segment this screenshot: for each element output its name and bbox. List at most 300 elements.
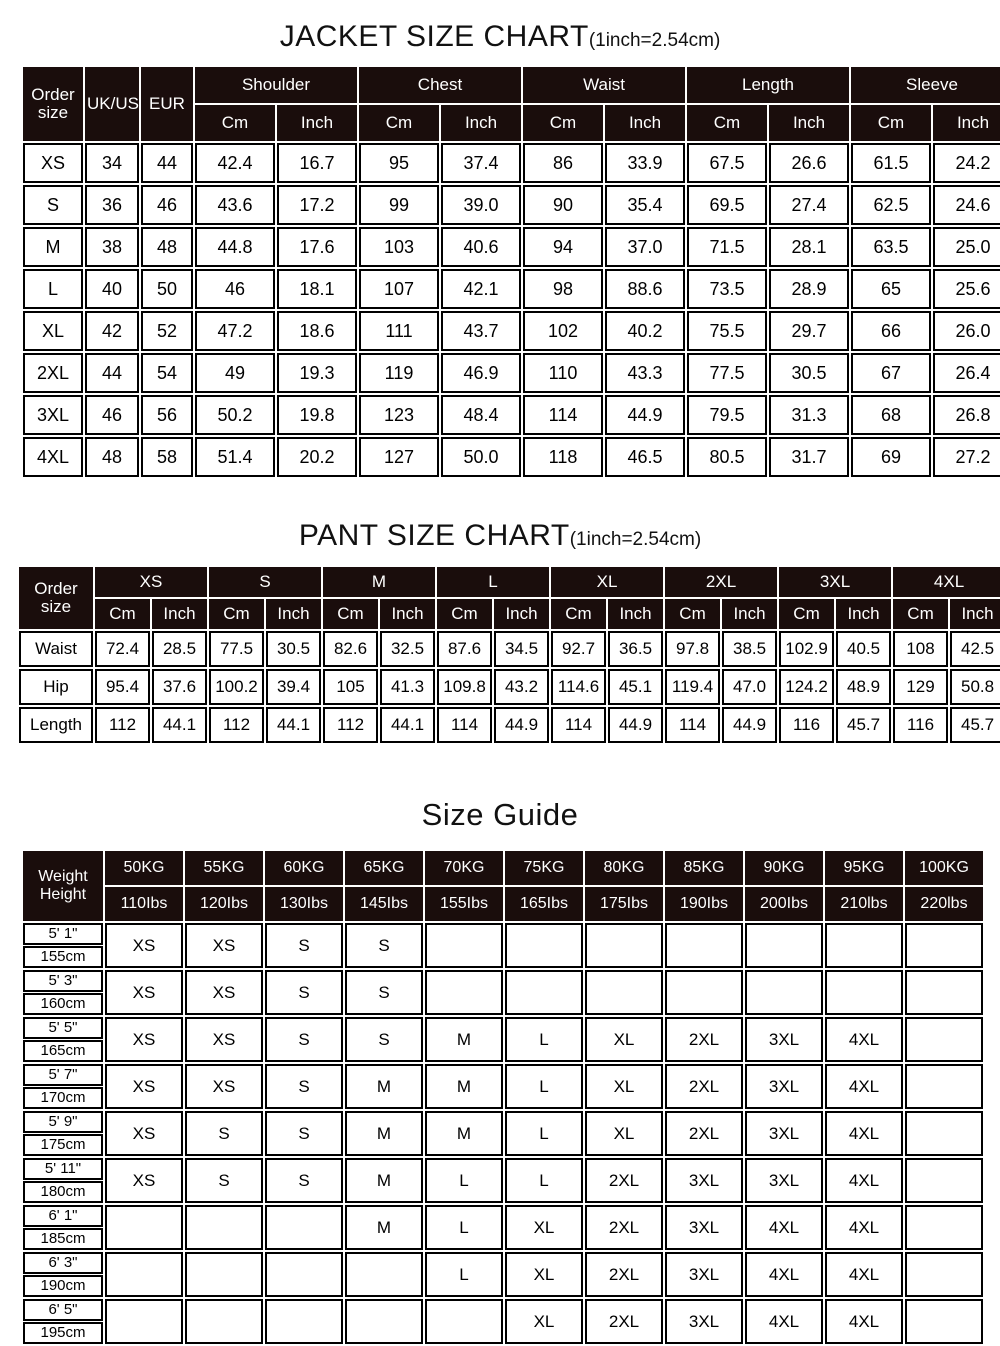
size-guide-cell: 3XL — [745, 1158, 823, 1203]
size-guide-header-weight-lbs: 145Ibs — [345, 887, 423, 921]
size-guide-cell: M — [425, 1064, 503, 1109]
size-guide-header-weight-lbs: 110Ibs — [105, 887, 183, 921]
size-guide-cell: XS — [105, 1017, 183, 1062]
jacket-cell-sleeve_in: 25.0 — [933, 227, 1000, 267]
size-guide-cell: 3XL — [745, 1111, 823, 1156]
jacket-cell-waist_in: 35.4 — [605, 185, 685, 225]
jacket-header-sleeve-cm: Cm — [851, 105, 931, 141]
size-guide-title-main: Size Guide — [421, 797, 579, 832]
size-guide-cell: M — [425, 1017, 503, 1062]
size-guide-cell: S — [265, 970, 343, 1015]
size-guide-cell: S — [185, 1158, 263, 1203]
jacket-cell-eur: 48 — [141, 227, 193, 267]
size-guide-cell: 2XL — [665, 1017, 743, 1062]
size-guide-cell — [825, 923, 903, 968]
jacket-header-chest-cm: Cm — [359, 105, 439, 141]
jacket-cell-sleeve_in: 26.0 — [933, 311, 1000, 351]
pant-header-2xl-inch: Inch — [722, 599, 777, 629]
jacket-cell-sleeve_cm: 61.5 — [851, 143, 931, 183]
jacket-table-body — [23, 143, 1000, 477]
jacket-cell-chest_cm: 103 — [359, 227, 439, 267]
size-guide-cell — [185, 1299, 263, 1344]
table-row — [19, 631, 1000, 667]
size-guide-cell — [825, 970, 903, 1015]
pant-cell: 34.5 — [494, 631, 549, 667]
size-guide-table-wrapper — [0, 849, 1000, 1346]
size-guide-header-weight-lbs: 190Ibs — [665, 887, 743, 921]
jacket-cell-eur: 54 — [141, 353, 193, 393]
size-guide-cell — [905, 1299, 983, 1344]
jacket-cell-waist_in: 37.0 — [605, 227, 685, 267]
weight-label: Weight — [38, 867, 88, 885]
pant-header-size-xs: XS — [95, 567, 207, 597]
pant-cell: 102.9 — [779, 631, 834, 667]
jacket-cell-eur: 58 — [141, 437, 193, 477]
size-guide-cell: XS — [105, 923, 183, 968]
jacket-table-header — [23, 67, 1000, 141]
jacket-header-chest-inch: Inch — [441, 105, 521, 141]
size-guide-cell: 3XL — [665, 1205, 743, 1250]
pant-header-size-4xl: 4XL — [893, 567, 1000, 597]
pant-cell: 45.1 — [608, 669, 663, 705]
jacket-header-shoulder-cm: Cm — [195, 105, 275, 141]
size-guide-cell — [905, 1158, 983, 1203]
pant-cell: 45.7 — [950, 707, 1000, 743]
jacket-header-length-cm: Cm — [687, 105, 767, 141]
jacket-cell-length_in: 26.6 — [769, 143, 849, 183]
size-guide-cell — [905, 1205, 983, 1250]
size-guide-cell — [425, 970, 503, 1015]
size-guide-cell: 3XL — [745, 1017, 823, 1062]
jacket-cell-waist_cm: 94 — [523, 227, 603, 267]
pant-header-xl-inch: Inch — [608, 599, 663, 629]
jacket-cell-waist_cm: 102 — [523, 311, 603, 351]
size-guide-header-weight-kg: 50KG — [105, 851, 183, 885]
size-guide-header-weight-kg: 55KG — [185, 851, 263, 885]
table-row — [23, 1252, 983, 1297]
pant-cell: 50.8 — [950, 669, 1000, 705]
pant-cell: 114 — [551, 707, 606, 743]
size-guide-header-weight-kg: 95KG — [825, 851, 903, 885]
jacket-cell-chest_in: 40.6 — [441, 227, 521, 267]
size-guide-cell: S — [345, 1017, 423, 1062]
size-guide-cell — [905, 970, 983, 1015]
size-guide-header-weight-kg: 90KG — [745, 851, 823, 885]
jacket-header-length-inch: Inch — [769, 105, 849, 141]
height-feet-inches: 6' 5" — [23, 1299, 103, 1321]
jacket-cell-waist_in: 43.3 — [605, 353, 685, 393]
table-row — [23, 353, 1000, 393]
jacket-size-table — [21, 65, 1000, 479]
size-guide-cell: M — [345, 1111, 423, 1156]
pant-cell: 114.6 — [551, 669, 606, 705]
pant-cell: 45.7 — [836, 707, 891, 743]
pant-chart-title — [0, 479, 1000, 565]
size-guide-cell: XS — [185, 923, 263, 968]
size-guide-height-cell — [23, 1158, 103, 1203]
size-guide-cell: XL — [585, 1111, 663, 1156]
size-guide-cell: 4XL — [825, 1158, 903, 1203]
size-guide-cell — [185, 1252, 263, 1297]
table-row — [23, 1111, 983, 1156]
jacket-cell-waist_in: 46.5 — [605, 437, 685, 477]
size-guide-cell — [905, 1252, 983, 1297]
jacket-cell-size: XS — [23, 143, 83, 183]
jacket-cell-size: M — [23, 227, 83, 267]
pant-cell: 30.5 — [266, 631, 321, 667]
jacket-cell-shoulder_cm: 51.4 — [195, 437, 275, 477]
jacket-cell-chest_cm: 95 — [359, 143, 439, 183]
jacket-cell-shoulder_in: 18.1 — [277, 269, 357, 309]
jacket-cell-size: XL — [23, 311, 83, 351]
size-guide-cell: XS — [105, 1111, 183, 1156]
jacket-header-chest: Chest — [359, 67, 521, 103]
size-guide-cell: M — [345, 1064, 423, 1109]
height-centimeters: 155cm — [23, 946, 103, 968]
jacket-cell-sleeve_cm: 65 — [851, 269, 931, 309]
jacket-cell-sleeve_in: 24.6 — [933, 185, 1000, 225]
jacket-cell-chest_in: 39.0 — [441, 185, 521, 225]
jacket-cell-shoulder_in: 18.6 — [277, 311, 357, 351]
jacket-cell-size: 4XL — [23, 437, 83, 477]
size-guide-cell: 2XL — [585, 1205, 663, 1250]
pant-cell: 38.5 — [722, 631, 777, 667]
pant-cell: 72.4 — [95, 631, 150, 667]
pant-cell: 40.5 — [836, 631, 891, 667]
size-guide-cell — [905, 923, 983, 968]
size-guide-header-weight-kg: 100KG — [905, 851, 983, 885]
pant-cell: 124.2 — [779, 669, 834, 705]
pant-header-m-cm: Cm — [323, 599, 378, 629]
jacket-cell-waist_cm: 118 — [523, 437, 603, 477]
size-guide-header-weight-kg: 80KG — [585, 851, 663, 885]
pant-header-s-cm: Cm — [209, 599, 264, 629]
jacket-cell-shoulder_in: 17.2 — [277, 185, 357, 225]
size-guide-cell: S — [345, 970, 423, 1015]
pant-title-main: PANT SIZE CHART — [298, 519, 570, 552]
jacket-cell-chest_cm: 127 — [359, 437, 439, 477]
size-guide-cell: XL — [585, 1017, 663, 1062]
table-row — [23, 143, 1000, 183]
jacket-cell-ukus: 44 — [85, 353, 139, 393]
jacket-cell-waist_in: 40.2 — [605, 311, 685, 351]
size-guide-cell: 2XL — [585, 1158, 663, 1203]
table-row — [23, 437, 1000, 477]
size-guide-height-cell — [23, 1064, 103, 1109]
size-guide-cell: XS — [105, 970, 183, 1015]
jacket-cell-waist_in: 33.9 — [605, 143, 685, 183]
size-guide-header-weight-kg: 75KG — [505, 851, 583, 885]
jacket-cell-length_in: 29.7 — [769, 311, 849, 351]
jacket-cell-length_cm: 80.5 — [687, 437, 767, 477]
size-guide-cell — [905, 1111, 983, 1156]
jacket-cell-length_in: 31.3 — [769, 395, 849, 435]
jacket-cell-shoulder_cm: 50.2 — [195, 395, 275, 435]
size-guide-header-weight-lbs: 175Ibs — [585, 887, 663, 921]
height-feet-inches: 5' 7" — [23, 1064, 103, 1086]
jacket-cell-sleeve_cm: 63.5 — [851, 227, 931, 267]
size-guide-cell — [425, 923, 503, 968]
pant-cell: 109.8 — [437, 669, 492, 705]
pant-header-3xl-cm: Cm — [779, 599, 834, 629]
size-guide-cell — [345, 1252, 423, 1297]
table-row — [23, 1158, 983, 1203]
size-guide-cell: L — [505, 1064, 583, 1109]
jacket-table-wrapper — [0, 65, 1000, 479]
pant-header-3xl-inch: Inch — [836, 599, 891, 629]
size-guide-cell: L — [425, 1205, 503, 1250]
size-guide-cell: XS — [185, 970, 263, 1015]
pant-size-table — [17, 565, 1000, 745]
jacket-cell-waist_cm: 86 — [523, 143, 603, 183]
size-guide-header-weight-kg: 85KG — [665, 851, 743, 885]
jacket-header-waist-cm: Cm — [523, 105, 603, 141]
size-guide-cell: XL — [585, 1064, 663, 1109]
jacket-cell-shoulder_cm: 43.6 — [195, 185, 275, 225]
size-guide-header-weight-height — [23, 851, 103, 921]
jacket-cell-sleeve_in: 26.8 — [933, 395, 1000, 435]
table-row — [23, 311, 1000, 351]
pant-cell: 44.9 — [608, 707, 663, 743]
jacket-cell-eur: 50 — [141, 269, 193, 309]
jacket-cell-sleeve_in: 24.2 — [933, 143, 1000, 183]
size-guide-cell — [905, 1017, 983, 1062]
pant-header-size-s: S — [209, 567, 321, 597]
pant-header-2xl-cm: Cm — [665, 599, 720, 629]
jacket-cell-eur: 46 — [141, 185, 193, 225]
table-row — [23, 970, 983, 1015]
pant-table-wrapper — [0, 565, 1000, 745]
order-size-line-2: size — [40, 597, 72, 616]
jacket-cell-length_cm: 75.5 — [687, 311, 767, 351]
pant-header-size-2xl: 2XL — [665, 567, 777, 597]
pant-cell: 114 — [665, 707, 720, 743]
size-guide-cell — [265, 1205, 343, 1250]
pant-header-order-size — [19, 567, 93, 629]
pant-cell: 114 — [437, 707, 492, 743]
jacket-cell-length_cm: 79.5 — [687, 395, 767, 435]
size-guide-cell — [745, 970, 823, 1015]
jacket-header-length: Length — [687, 67, 849, 103]
size-guide-title — [0, 745, 1000, 849]
pant-header-size-3xl: 3XL — [779, 567, 891, 597]
height-centimeters: 175cm — [23, 1134, 103, 1156]
jacket-cell-shoulder_cm: 47.2 — [195, 311, 275, 351]
size-guide-cell: XL — [505, 1299, 583, 1344]
size-guide-cell — [265, 1299, 343, 1344]
size-guide-cell: L — [425, 1158, 503, 1203]
size-guide-cell: 4XL — [825, 1252, 903, 1297]
pant-cell: 95.4 — [95, 669, 150, 705]
order-size-line-1: Order — [31, 85, 75, 105]
size-guide-height-cell — [23, 970, 103, 1015]
jacket-cell-sleeve_in: 26.4 — [933, 353, 1000, 393]
jacket-title-main: JACKET SIZE CHART — [279, 20, 589, 53]
jacket-cell-length_in: 27.4 — [769, 185, 849, 225]
size-guide-cell — [585, 923, 663, 968]
size-guide-header-weight-kg: 60KG — [265, 851, 343, 885]
size-guide-cell: S — [265, 1017, 343, 1062]
pant-cell: 92.7 — [551, 631, 606, 667]
pant-cell: 112 — [209, 707, 264, 743]
height-centimeters: 160cm — [23, 993, 103, 1015]
table-row — [23, 1299, 983, 1344]
size-guide-cell: XS — [105, 1064, 183, 1109]
pant-table-header — [19, 567, 1000, 629]
table-row — [23, 923, 983, 968]
jacket-cell-waist_cm: 114 — [523, 395, 603, 435]
table-row — [23, 185, 1000, 225]
size-guide-cell: XL — [505, 1252, 583, 1297]
pant-cell: 44.1 — [266, 707, 321, 743]
height-centimeters: 185cm — [23, 1228, 103, 1250]
size-guide-table-body — [23, 923, 983, 1344]
jacket-header-sleeve-inch: Inch — [933, 105, 1000, 141]
size-guide-header-weight-lbs: 130Ibs — [265, 887, 343, 921]
jacket-cell-size: 3XL — [23, 395, 83, 435]
size-guide-cell: S — [185, 1111, 263, 1156]
jacket-cell-ukus: 46 — [85, 395, 139, 435]
size-guide-cell — [105, 1252, 183, 1297]
jacket-cell-ukus: 42 — [85, 311, 139, 351]
pant-header-size-l: L — [437, 567, 549, 597]
pant-header-xs-cm: Cm — [95, 599, 150, 629]
jacket-cell-waist_cm: 90 — [523, 185, 603, 225]
pant-cell: 112 — [323, 707, 378, 743]
height-centimeters: 190cm — [23, 1275, 103, 1297]
size-guide-height-cell — [23, 1299, 103, 1344]
pant-cell: 82.6 — [323, 631, 378, 667]
pant-cell: 48.9 — [836, 669, 891, 705]
pant-header-4xl-cm: Cm — [893, 599, 948, 629]
jacket-header-uk-us: UK/US — [85, 67, 139, 141]
pant-row-label: Waist — [19, 631, 93, 667]
size-guide-cell: 4XL — [825, 1205, 903, 1250]
jacket-cell-size: S — [23, 185, 83, 225]
size-guide-header-weight-lbs: 165Ibs — [505, 887, 583, 921]
jacket-cell-sleeve_in: 27.2 — [933, 437, 1000, 477]
size-guide-cell — [345, 1299, 423, 1344]
jacket-header-sleeve: Sleeve — [851, 67, 1000, 103]
height-centimeters: 165cm — [23, 1040, 103, 1062]
size-guide-header-weight-lbs: 120Ibs — [185, 887, 263, 921]
size-guide-cell: 4XL — [825, 1017, 903, 1062]
jacket-chart-title — [0, 0, 1000, 65]
jacket-cell-shoulder_in: 17.6 — [277, 227, 357, 267]
jacket-cell-shoulder_in: 20.2 — [277, 437, 357, 477]
table-row — [19, 669, 1000, 705]
size-guide-cell: XS — [185, 1017, 263, 1062]
pant-header-xl-cm: Cm — [551, 599, 606, 629]
size-guide-cell: 2XL — [665, 1111, 743, 1156]
size-guide-cell — [905, 1064, 983, 1109]
jacket-cell-chest_cm: 119 — [359, 353, 439, 393]
jacket-header-eur: EUR — [141, 67, 193, 141]
jacket-cell-sleeve_cm: 66 — [851, 311, 931, 351]
size-guide-header-weight-lbs: 155Ibs — [425, 887, 503, 921]
jacket-cell-length_cm: 71.5 — [687, 227, 767, 267]
size-guide-cell — [105, 1205, 183, 1250]
height-feet-inches: 5' 3" — [23, 970, 103, 992]
size-guide-cell: 2XL — [585, 1299, 663, 1344]
size-guide-cell: L — [425, 1252, 503, 1297]
pant-cell: 108 — [893, 631, 948, 667]
size-guide-header-weight-lbs: 200Ibs — [745, 887, 823, 921]
size-guide-header-weight-kg: 65KG — [345, 851, 423, 885]
jacket-cell-length_in: 28.9 — [769, 269, 849, 309]
jacket-cell-chest_in: 46.9 — [441, 353, 521, 393]
size-guide-cell: L — [505, 1017, 583, 1062]
size-guide-cell — [585, 970, 663, 1015]
jacket-cell-sleeve_cm: 69 — [851, 437, 931, 477]
pant-cell: 28.5 — [152, 631, 207, 667]
size-guide-cell: L — [505, 1111, 583, 1156]
jacket-cell-shoulder_cm: 42.4 — [195, 143, 275, 183]
jacket-cell-sleeve_cm: 67 — [851, 353, 931, 393]
jacket-cell-ukus: 34 — [85, 143, 139, 183]
jacket-cell-sleeve_cm: 68 — [851, 395, 931, 435]
pant-cell: 39.4 — [266, 669, 321, 705]
table-row — [23, 1064, 983, 1109]
pant-header-l-inch: Inch — [494, 599, 549, 629]
pant-header-size-xl: XL — [551, 567, 663, 597]
size-guide-cell — [105, 1299, 183, 1344]
jacket-cell-chest_cm: 123 — [359, 395, 439, 435]
jacket-cell-length_cm: 73.5 — [687, 269, 767, 309]
size-guide-cell: 3XL — [665, 1252, 743, 1297]
height-centimeters: 195cm — [23, 1322, 103, 1344]
size-guide-cell: XS — [185, 1064, 263, 1109]
order-size-line-1: Order — [34, 579, 78, 599]
jacket-cell-sleeve_in: 25.6 — [933, 269, 1000, 309]
jacket-cell-chest_in: 43.7 — [441, 311, 521, 351]
jacket-cell-sleeve_cm: 62.5 — [851, 185, 931, 225]
size-guide-height-cell — [23, 1111, 103, 1156]
jacket-cell-chest_in: 37.4 — [441, 143, 521, 183]
size-guide-cell: 2XL — [665, 1064, 743, 1109]
pant-header-l-cm: Cm — [437, 599, 492, 629]
height-label: Height — [39, 886, 87, 903]
size-guide-cell — [505, 970, 583, 1015]
size-guide-header-weight-kg: 70KG — [425, 851, 503, 885]
table-row — [23, 1205, 983, 1250]
size-guide-header-weight-lbs: 210lbs — [825, 887, 903, 921]
size-guide-height-cell — [23, 923, 103, 968]
pant-cell: 47.0 — [722, 669, 777, 705]
pant-cell: 119.4 — [665, 669, 720, 705]
size-guide-height-cell — [23, 1205, 103, 1250]
pant-cell: 44.1 — [380, 707, 435, 743]
pant-cell: 129 — [893, 669, 948, 705]
table-row — [23, 227, 1000, 267]
size-guide-cell: S — [265, 1111, 343, 1156]
jacket-cell-chest_in: 48.4 — [441, 395, 521, 435]
pant-cell: 44.9 — [494, 707, 549, 743]
size-guide-cell — [265, 1252, 343, 1297]
jacket-cell-waist_in: 44.9 — [605, 395, 685, 435]
size-guide-cell: 2XL — [585, 1252, 663, 1297]
size-guide-cell: S — [265, 923, 343, 968]
pant-header-xs-inch: Inch — [152, 599, 207, 629]
size-guide-cell — [185, 1205, 263, 1250]
order-size-line-2: size — [37, 103, 69, 122]
pant-cell: 41.3 — [380, 669, 435, 705]
jacket-cell-length_cm: 67.5 — [687, 143, 767, 183]
pant-cell: 116 — [893, 707, 948, 743]
table-row — [23, 395, 1000, 435]
height-feet-inches: 5' 9" — [23, 1111, 103, 1133]
size-guide-cell: L — [505, 1158, 583, 1203]
